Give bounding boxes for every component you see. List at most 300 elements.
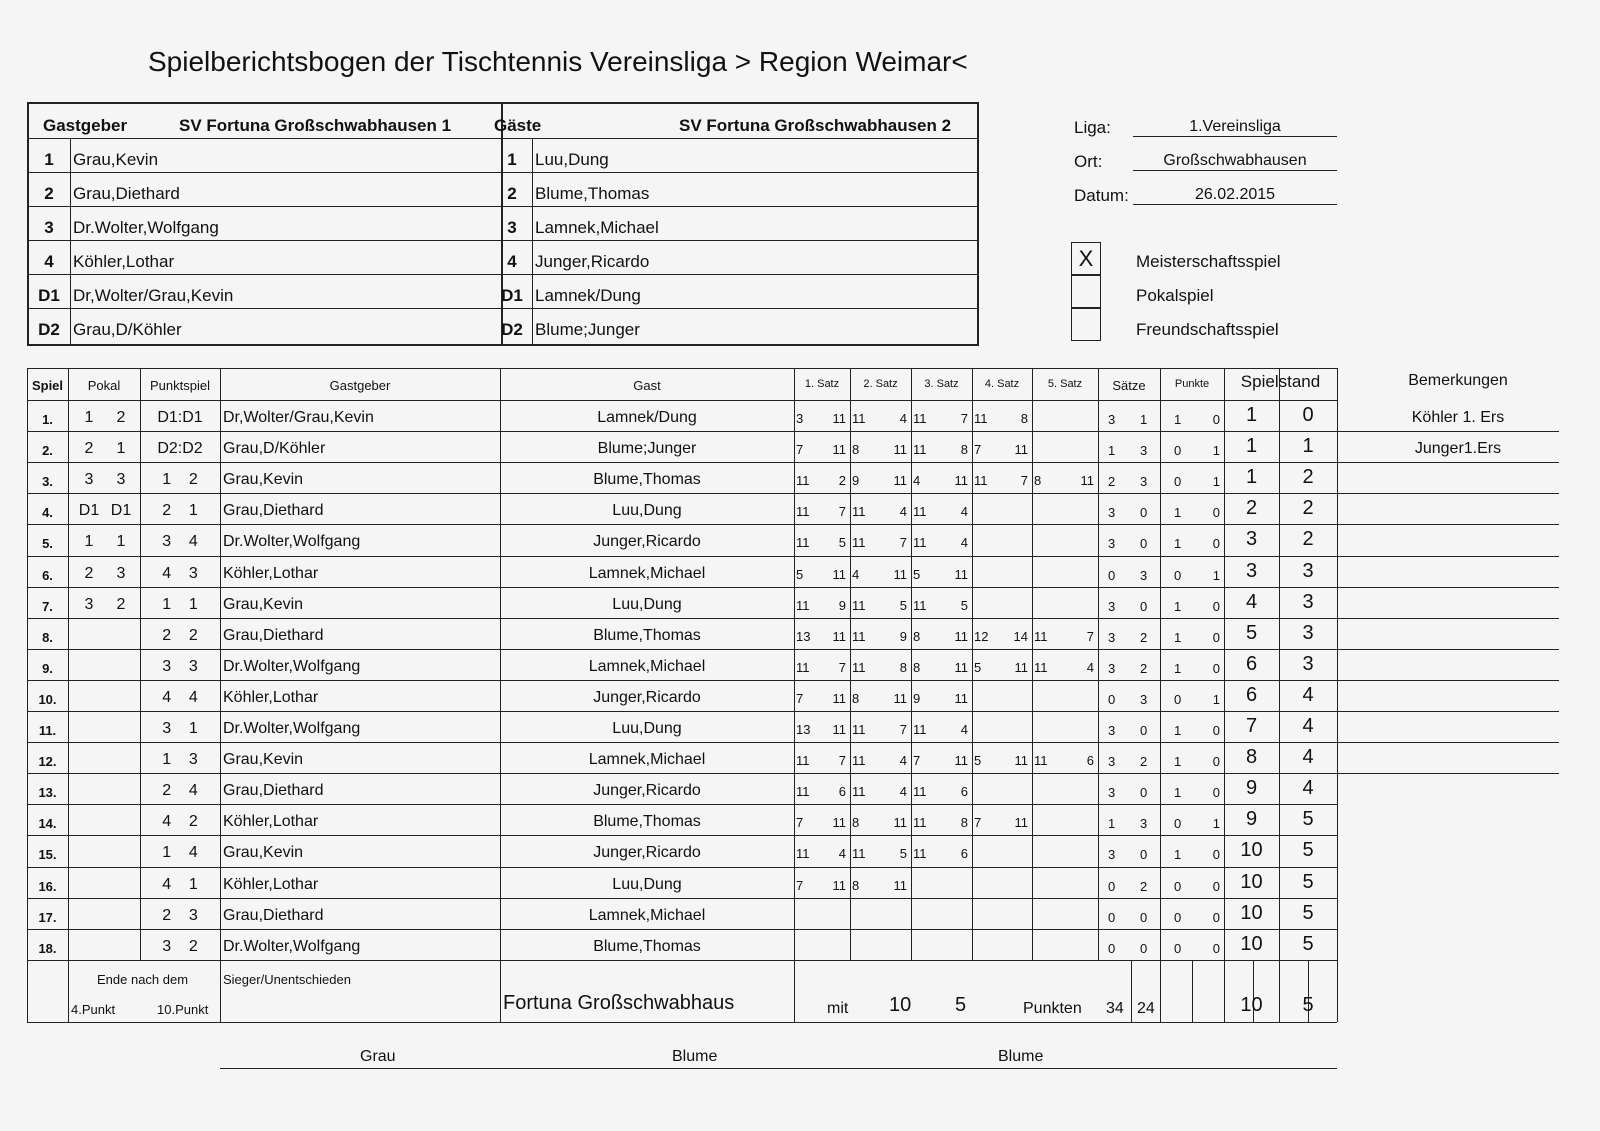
punktspiel-pairing: D2:D2 [157,440,203,458]
grid-col-line [794,368,795,1022]
stand-guest: 3 [1302,652,1314,675]
punkte-host: 0 [1174,474,1182,490]
set-score-guest: 11 [893,815,907,831]
guest-player: Blume,Thomas [593,937,701,955]
pokal-host: 3 [84,471,94,489]
host-player: Dr.Wolter,Wolfgang [223,533,361,551]
remark-line [1337,462,1559,463]
saetze-guest: 3 [1140,443,1148,459]
set-score-guest: 7 [960,411,968,426]
set-score-guest: 11 [832,690,846,706]
punkte-guest: 0 [1212,940,1220,956]
guest-player: Luu,Dung [612,502,682,520]
host-label: Gastgeber [43,116,128,135]
set-score-host: 9 [852,473,860,489]
set-score-guest: 7 [899,722,907,737]
punktspiel-pairing: 4 2 [162,813,198,831]
host-player-name: Dr,Wolter/Grau,Kevin [73,286,234,305]
pokal-host: 3 [84,595,94,613]
saetze-guest: 2 [1140,660,1148,676]
set-score-host: 11 [796,504,810,520]
grid-col-line [850,368,851,960]
set-score-guest: 7 [1086,628,1094,644]
stand-guest: 5 [1302,932,1314,955]
set-score-host: 11 [796,535,810,551]
set-score-guest: 7 [899,535,907,551]
stand-guest: 4 [1302,746,1314,769]
guest-player: Luu,Dung [612,720,682,737]
set-score-host: 8 [852,877,860,893]
host-player: Dr.Wolter,Wolfgang [223,720,361,737]
guest-player: Blume,Thomas [593,626,701,644]
guest-player-num: D1 [501,286,523,305]
remark-line [1337,680,1559,681]
saetze-host: 0 [1108,567,1116,583]
set-score-host: 5 [974,659,982,675]
punkte-host: 0 [1174,443,1182,459]
guest-player-num: 3 [507,218,517,237]
guest-player-num: 2 [507,184,517,203]
host-player: Grau,D/Köhler [223,440,326,458]
freundschaft-label: Freundschaftsspiel [1136,320,1279,339]
set-score-guest: 9 [899,628,907,644]
pokal-guest: D1 [110,502,132,520]
saetze-guest: 0 [1140,940,1148,956]
set-score-host: 11 [913,784,927,800]
pokal-guest: 1 [116,440,126,458]
grid-col-line [1098,368,1099,960]
grid-header-line [27,400,1337,401]
saetze-host: 3 [1108,723,1116,738]
set-score-guest: 11 [832,815,846,831]
set-score-host: 9 [913,690,921,706]
stand-guest: 2 [1302,466,1314,489]
grid-row-line [27,898,1337,899]
punkte-guest: 0 [1212,785,1220,801]
stand-host: 8 [1245,746,1258,769]
punktspiel-pairing: 1 1 [162,595,198,613]
set-score-host: 11 [852,411,866,426]
saetze-guest: 3 [1140,567,1148,583]
set-score-guest: 11 [832,442,846,458]
game-number: 4. [42,505,53,521]
stand-guest: 5 [1302,901,1314,924]
pokal-guest: 2 [116,409,126,426]
saetze-host: 3 [1108,785,1116,801]
liga-value: 1.Vereinsliga [1133,118,1337,137]
pokal-guest: 1 [116,533,126,551]
punkte-guest: 0 [1212,505,1220,521]
grid-col-line [220,368,221,1022]
host-player-num: 2 [44,184,54,203]
set-score-guest: 5 [899,597,907,613]
set-score-guest: 5 [899,846,907,862]
grid-row-line [27,462,1337,463]
set-score-host: 7 [796,690,804,706]
punktspiel-pairing: 2 2 [162,626,198,644]
set-score-host: 7 [796,442,804,458]
stand-host: 10 [1240,839,1263,862]
set-score-host: 11 [1034,753,1048,769]
punkte-guest: 0 [1212,412,1220,427]
saetze-guest: 0 [1140,598,1148,614]
grid-row-line [27,960,1337,961]
host-player: Grau,Diethard [223,502,324,520]
host-player: Grau,Diethard [223,626,324,644]
datum-label: Datum: [1074,186,1129,205]
host-player: Grau,Kevin [223,751,304,769]
datum-value: 26.02.2015 [1133,186,1337,205]
grid-row-line [27,587,1337,588]
grid-col-line [1337,368,1338,1022]
saetze-host: 0 [1108,878,1116,894]
set-score-guest: 8 [899,659,907,675]
host-player: Grau,Diethard [223,906,324,924]
footer-total-a: 34 [1106,999,1124,1017]
grid-border-top [27,368,1337,369]
set-score-host: 11 [974,473,988,489]
punktspiel-pairing: 4 3 [162,564,198,582]
grid-row-line [27,431,1337,432]
set-score-guest: 11 [893,473,907,489]
host-player: Grau,Kevin [223,471,304,489]
game-number: 6. [42,567,53,583]
set-score-guest: 9 [838,597,846,613]
header-gast: Gast [633,378,661,393]
set-score-host: 8 [852,442,860,458]
guest-player: Junger,Ricardo [593,844,701,862]
stand-guest: 0 [1302,404,1314,426]
game-number: 14. [38,816,57,832]
game-number: 5. [42,536,53,552]
header-punkte: Punkte [1174,378,1210,390]
punkte-host: 1 [1174,412,1182,427]
signature-host: Grau [360,1048,396,1065]
guest-player: Junger,Ricardo [593,533,701,551]
set-score-host: 8 [913,659,921,675]
set-score-host: 11 [796,846,810,862]
guest-player-name: Lamnek/Dung [535,286,641,305]
grid-col-line [1032,368,1033,960]
set-score-guest: 11 [954,659,968,675]
stand-guest: 4 [1302,715,1314,737]
meisterschaft-checkbox[interactable]: X [1071,242,1101,275]
set-score-host: 7 [913,753,921,769]
set-score-host: 13 [796,722,811,737]
punkte-host: 1 [1174,598,1182,614]
pokal-host: 1 [84,533,94,551]
punkte-host: 1 [1174,536,1182,552]
footer-final-b: 5 [1302,993,1314,1016]
host-player-name: Dr.Wolter,Wolfgang [73,218,219,237]
game-number: 11. [38,723,57,738]
set-score-guest: 11 [893,690,907,706]
remark-line [1337,649,1559,650]
host-player-num: D2 [38,320,60,339]
game-number: 9. [42,660,53,676]
set-score-guest: 11 [954,628,968,644]
set-score-host: 4 [913,473,921,489]
remark-line [1337,773,1559,774]
stand-host: 2 [1245,497,1258,520]
host-player: Grau,Kevin [223,844,304,862]
punkte-guest: 0 [1212,598,1220,614]
punkte-host: 1 [1174,660,1182,676]
saetze-guest: 2 [1140,629,1148,645]
host-player: Grau,Kevin [223,595,304,613]
set-score-guest: 5 [838,535,846,551]
set-score-host: 11 [796,659,810,675]
set-score-guest: 11 [954,566,968,582]
set-score-guest: 7 [838,659,846,675]
stand-host: 5 [1245,621,1258,644]
game-number: 8. [42,629,53,645]
set-score-guest: 6 [960,846,968,862]
grid-row-line [27,680,1337,681]
grid-row-line [27,649,1337,650]
pokal-label: Pokalspiel [1136,286,1214,305]
pokal-checkbox[interactable] [1071,275,1101,308]
punktspiel-pairing: 4 4 [162,688,198,706]
stand-guest: 4 [1302,683,1314,706]
header-s4: 4. Satz [984,378,1020,390]
set-score-host: 13 [796,628,811,644]
grid-col-line [911,368,912,960]
set-score-guest: 7 [838,753,846,769]
set-score-guest: 6 [1086,753,1094,769]
set-score-guest: 4 [960,504,968,520]
set-score-guest: 11 [893,566,907,582]
grid-row-line [27,711,1337,712]
host-player: Köhler,Lothar [223,688,319,706]
signature-line [220,1068,1337,1069]
set-score-guest: 4 [960,535,968,551]
saetze-guest: 0 [1140,505,1148,521]
guest-player: Luu,Dung [612,875,682,893]
header-saetze: Sätze [1112,378,1146,393]
set-score-guest: 7 [838,504,846,520]
set-score-guest: 7 [1020,473,1028,489]
host-player-num: 3 [44,218,54,237]
host-player: Köhler,Lothar [223,813,319,831]
team-row-line [29,138,977,139]
set-score-host: 11 [913,815,927,831]
set-score-host: 7 [796,815,804,831]
page-title: Spielberichtsbogen der Tischtennis Vereinsliga > Region Weimar< [148,46,968,77]
host-player-num: D1 [38,286,60,305]
stand-guest: 5 [1302,839,1314,862]
set-score-guest: 11 [1014,442,1028,458]
set-score-host: 11 [796,784,810,800]
stand-guest: 5 [1302,808,1314,831]
set-score-host: 12 [974,628,989,644]
remark: Köhler 1. Ers [1411,409,1505,426]
pokal-host: D1 [78,502,100,520]
saetze-guest: 3 [1140,816,1148,832]
stand-host: 3 [1245,559,1258,582]
set-score-guest: 11 [1080,473,1094,489]
host-player: Dr.Wolter,Wolfgang [223,937,361,955]
set-score-host: 11 [1034,659,1048,675]
guest-player-name: Blume;Junger [535,320,640,339]
saetze-guest: 3 [1140,691,1148,707]
pokal-host: 2 [84,440,94,458]
grid-row-line [27,524,1337,525]
stand-host: 1 [1245,404,1258,426]
set-score-guest: 4 [838,846,846,862]
grid-border-bottom [27,1022,1337,1023]
guest-label: Gäste [494,116,542,135]
set-score-guest: 2 [838,473,846,489]
set-score-host: 11 [913,535,927,551]
saetze-guest: 3 [1140,474,1148,490]
team-num-divider [70,138,71,344]
set-score-host: 8 [1034,473,1042,489]
remark-line [1337,711,1559,712]
stand-host: 9 [1245,777,1258,800]
punktspiel-pairing: 1 4 [162,844,198,862]
set-score-guest: 4 [1086,659,1094,675]
set-score-host: 8 [852,815,860,831]
set-score-guest: 4 [899,411,907,426]
footer-sieger-label: Sieger/Unentschieden [223,971,351,987]
guest-team: SV Fortuna Großschwabhausen 2 [679,116,952,135]
set-score-host: 11 [852,504,866,520]
header-spielstand: Spielstand [1240,372,1321,391]
guest-player-num: 4 [507,252,517,271]
set-score-host: 8 [852,690,860,706]
guest-player: Lamnek,Michael [588,564,706,582]
team-num-divider [532,138,533,344]
stand-guest: 3 [1302,559,1314,582]
punkte-guest: 1 [1212,443,1220,459]
remark-line [1337,431,1559,432]
punkte-guest: 1 [1212,691,1220,707]
team-row-line [29,206,977,207]
footer-4punkt: 4.Punkt [71,1001,116,1017]
guest-player: Lamnek,Michael [588,751,706,769]
signature-guest: Blume [672,1048,718,1065]
punkte-guest: 0 [1212,909,1220,925]
set-score-host: 11 [852,597,866,613]
guest-player-name: Lamnek,Michael [535,218,659,237]
remark-line [1337,742,1559,743]
set-score-host: 5 [974,753,982,769]
punkte-host: 1 [1174,847,1182,863]
set-score-host: 11 [974,411,988,426]
set-score-guest: 11 [832,566,846,582]
team-table [27,102,979,346]
set-score-host: 11 [1034,628,1048,644]
set-score-guest: 4 [899,504,907,520]
host-player-name: Grau,Kevin [73,150,159,169]
set-score-guest: 5 [960,597,968,613]
guest-player-num: D2 [501,320,523,339]
set-score-guest: 11 [954,690,968,706]
punktspiel-pairing: 2 3 [162,906,198,924]
host-player-num: 1 [44,150,54,169]
set-score-guest: 14 [1013,628,1028,644]
team-row-line [29,172,977,173]
stand-host: 7 [1245,715,1258,737]
saetze-host: 1 [1108,816,1116,832]
liga-label: Liga: [1074,118,1111,137]
header-gastgeber: Gastgeber [329,378,391,393]
set-score-guest: 11 [893,442,907,458]
saetze-host: 3 [1108,505,1116,521]
stand-host: 10 [1240,901,1263,924]
meisterschaft-label: Meisterschaftsspiel [1136,252,1281,271]
saetze-guest: 1 [1140,412,1148,427]
host-player: Köhler,Lothar [223,564,319,582]
host-player-name: Köhler,Lothar [73,252,175,271]
grid-row-line [27,929,1337,930]
guest-player-name: Luu,Dung [535,150,609,169]
punkte-host: 0 [1174,940,1182,956]
guest-player: Junger,Ricardo [593,688,701,706]
game-number: 7. [42,598,53,614]
host-player: Dr.Wolter,Wolfgang [223,657,361,675]
set-score-host: 11 [796,597,810,613]
grid-row-line [27,556,1337,557]
punkte-guest: 0 [1212,754,1220,770]
set-score-host: 11 [913,846,927,862]
team-row-line [29,274,977,275]
guest-player-name: Blume,Thomas [535,184,650,203]
header-bemerkungen: Bemerkungen [1408,372,1508,389]
set-score-guest: 8 [960,815,968,831]
guest-player: Lamnek,Michael [588,657,706,675]
saetze-host: 3 [1108,629,1116,645]
header-punktspiel: Punktspiel [150,378,210,393]
saetze-guest: 0 [1140,785,1148,801]
pokal-host: 2 [84,564,94,582]
punkte-host: 1 [1174,505,1182,521]
footer-score-b: 5 [955,993,967,1016]
guest-player: Lamnek,Michael [588,906,706,924]
set-score-host: 11 [852,722,866,737]
grid-row-line [27,867,1337,868]
game-number: 17. [38,909,57,925]
punktspiel-pairing: 3 4 [162,533,198,551]
set-score-host: 7 [974,442,982,458]
set-score-host: 11 [852,628,866,644]
set-score-host: 11 [913,504,927,520]
footer-score-a: 10 [889,993,912,1016]
punktspiel-pairing: 1 3 [162,751,198,769]
punkte-host: 1 [1174,785,1182,801]
punktspiel-pairing: 3 2 [162,937,198,955]
set-score-host: 11 [852,535,866,551]
grid-row-line [27,742,1337,743]
saetze-host: 3 [1108,754,1116,770]
grid-col-line [1131,960,1132,1022]
pokal-guest: 2 [116,595,126,613]
stand-host: 1 [1245,435,1258,458]
saetze-host: 3 [1108,412,1116,427]
set-score-host: 11 [852,784,866,800]
punkte-guest: 1 [1212,816,1220,832]
freundschaft-checkbox[interactable] [1071,308,1101,341]
set-score-guest: 11 [832,877,846,893]
saetze-guest: 2 [1140,878,1148,894]
host-player-name: Grau,Diethard [73,184,180,203]
remark-line [1337,524,1559,525]
header-spiel: Spiel [31,378,64,393]
stand-guest: 4 [1302,777,1314,800]
stand-host: 10 [1240,932,1263,955]
guest-player: Junger,Ricardo [593,782,701,800]
